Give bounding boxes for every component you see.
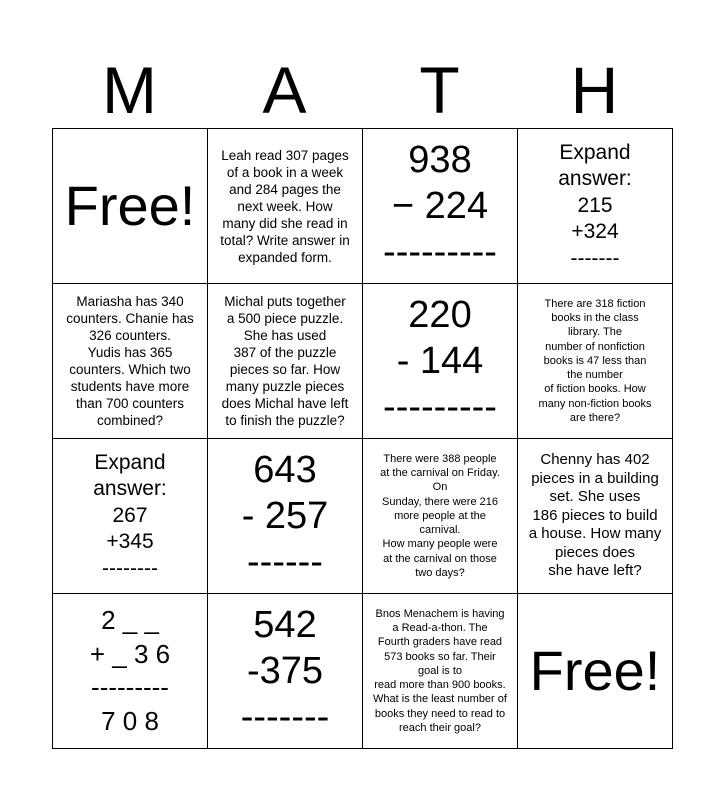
subtraction-cell: [208, 594, 363, 749]
subtraction-cell: [363, 284, 518, 439]
word-problem-cell: [518, 284, 673, 439]
subtraction-problem: 220 - 144 ---------: [383, 294, 497, 428]
word-problem-text: Bnos Menachem is having a Read-a-thon. The Fourth graders have read 573 books so far. Their goal is to read more than 900 books. What is the least number of books they need to read to reach their goal?: [373, 608, 507, 734]
word-problem-cell: [53, 284, 208, 439]
free-space-cell: [53, 129, 208, 284]
word-problem-text: Mariasha has 340 counters. Chanie has 326 counters. Yudis has 365 counters. Which two students have more than 700 counters combined?: [66, 294, 194, 428]
word-problem-text: Chenny has 402 pieces in a building set. She uses 186 pieces to build a house. How many pieces does she have left?: [528, 451, 662, 580]
free-space-cell: [518, 594, 673, 749]
subtraction-cell: [363, 129, 518, 284]
header-letter-a: A: [262, 53, 307, 127]
expand-answer-cell: [53, 439, 208, 594]
subtraction-cell: [208, 439, 363, 594]
word-problem-cell: [208, 129, 363, 284]
word-problem-text: There are 318 fiction books in the class library. The number of nonfiction books is 47 less than the number of fiction books. How many non-fiction books are there?: [538, 298, 652, 424]
board-row: [53, 594, 673, 749]
word-problem-cell: [363, 594, 518, 749]
word-problem-text: There were 388 people at the carnival on Friday. On Sunday, there were 216 more people at the carnival. How many people were at the carnival on those two days?: [380, 453, 500, 579]
board-row: [53, 129, 673, 284]
subtraction-problem: 643 - 257 ------: [241, 449, 329, 583]
header-letter-h: H: [570, 53, 619, 127]
board-row: [53, 284, 673, 439]
subtraction-problem: 542 -375 -------: [240, 604, 330, 738]
word-problem-text: Leah read 307 pages of a book in a week and 284 pages the next week. How many did she read in total? Write answer in expanded form.: [220, 147, 350, 265]
bingo-board: [52, 128, 673, 749]
word-problem-text: Michal puts together a 500 piece puzzle. She has used 387 of the puzzle pieces so far. How many puzzle pieces does Michal have left to finish the puzzle?: [221, 294, 349, 428]
free-space-text: Free!: [64, 174, 196, 238]
word-problem-cell: [208, 284, 363, 439]
header-letter-t: T: [419, 53, 460, 127]
board-row: [53, 439, 673, 594]
missing-digit-cell: [53, 594, 208, 749]
bingo-header: [52, 52, 672, 128]
subtraction-problem: 938 − 224 ---------: [383, 139, 497, 273]
expand-problem: Expand answer: 215 +324 -------: [558, 140, 632, 270]
expand-answer-cell: [518, 129, 673, 284]
word-problem-cell: [363, 439, 518, 594]
header-letter-m: M: [102, 53, 157, 127]
free-space-text: Free!: [529, 639, 661, 703]
missing-digit-problem: 2 _ _ + _ 3 6 --------- 7 0 8: [89, 605, 171, 736]
word-problem-cell: [518, 439, 673, 594]
expand-problem: Expand answer: 267 +345 --------: [93, 450, 167, 580]
